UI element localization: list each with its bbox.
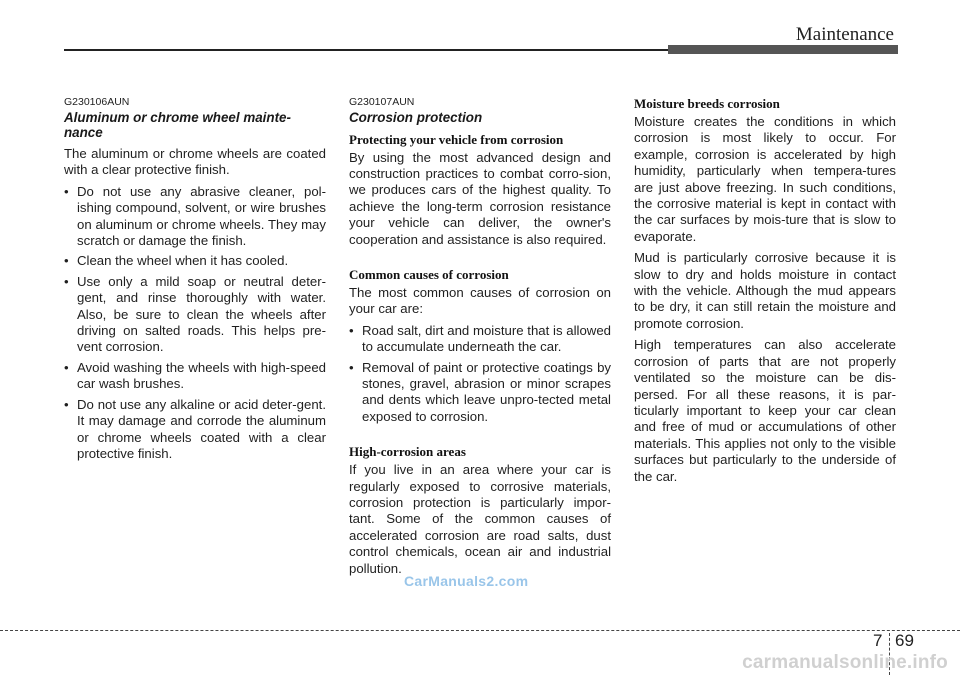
section-title: Corrosion protection <box>349 110 483 125</box>
subsection-title: Moisture breeds corrosion <box>634 96 780 111</box>
bullet-list <box>349 323 611 425</box>
footer-site-watermark: carmanualsonline.info <box>742 652 948 673</box>
subsection-title: High-corrosion areas <box>349 444 466 460</box>
section-code: G230106AUN <box>64 96 130 108</box>
bullet-item: • Use only a mild soap or neutral deter-gent, and rinse thoroughly with water. Also, be sure to clean the wheels after driving on salted roads. This helps pre-vent corrosion. <box>64 274 326 356</box>
paragraph: Moisture creates the conditions in which corrosion is most likely to occur. For example, corrosion is accelerated by high humidity, particularly when tempera-tures are just above freezing. In such conditions, the corrosive material is kept in contact with the car surfaces by mois-ture that is slow to evaporate. <box>634 114 896 244</box>
column-moisture-corrosion <box>634 96 896 490</box>
bullet-item: • Do not use any abrasive cleaner, pol-ishing compound, solvent, or wire brushes on aluminum or chrome wheels. They may scratch or damage the finish. <box>64 184 326 250</box>
bullet-item: • Clean the wheel when it has cooled. <box>64 253 326 269</box>
paragraph: High temperatures can also accelerate corrosion of parts that are not properly ventilated so the moisture can be dis-persed. For all these reasons, it is par-ticularly important to keep your car clean and free of mud or accumulations of other materials. This applies not only to the visible surfaces but particularly to the underside of the car. <box>634 337 896 484</box>
paragraph: Mud is particularly corrosive because it is slow to dry and holds moisture in contact with the vehicle. Although the mud appears to be dry, it can still retain the moisture and promote corrosion. <box>634 250 896 331</box>
bullet-list <box>64 184 326 463</box>
bullet-item: • Removal of paint or protective coatings by stones, gravel, abrasion or minor scrapes and dents which leave unpro-tected metal exposed to corrosion. <box>349 360 611 426</box>
subsection-title: Protecting your vehicle from corrosion <box>349 131 564 147</box>
column-corrosion-protection <box>349 96 611 582</box>
bullet-item: • Do not use any alkaline or acid deter-gent. It may damage and corrode the aluminum or chrome wheels coated with a clear protective finish. <box>64 397 326 463</box>
paragraph: The most common causes of corrosion on your car are: <box>349 284 611 317</box>
page-number: 69 <box>895 631 914 650</box>
bullet-item: • Avoid washing the wheels with high-speed car wash brushes. <box>64 360 326 393</box>
bullet-item: • Road salt, dirt and moisture that is allowed to accumulate underneath the car. <box>349 323 611 356</box>
subsection-title: Common causes of corrosion <box>349 266 509 282</box>
section-header-title: Maintenance <box>795 24 894 45</box>
section-title: Aluminum or chrome wheel mainte-nance <box>64 110 291 140</box>
paragraph: By using the most advanced design and construction practices to combat corro-sion, we produces cars of the highest quality. To achieve the long-term corrosion resistance your vehicle can deliver, the owner's cooperation and assistance is also required. <box>349 149 611 247</box>
section-code: G230107AUN <box>349 96 415 108</box>
paragraph: If you live in an area where your car is regularly exposed to corrosive materials, corrosion protection is particularly impor-tant. Some of the common causes of accelerated corrosion are road salts, dust control chemicals, ocean air and industrial pollution. <box>349 462 611 576</box>
header-rule-thin <box>64 49 674 51</box>
watermark-logo: CarManuals2.com <box>404 573 529 589</box>
header-rule-thick <box>668 45 898 54</box>
column-wheel-maintenance <box>64 96 326 467</box>
chapter-number: 7 <box>873 631 883 650</box>
footer-rule <box>0 630 960 631</box>
paragraph: The aluminum or chrome wheels are coated with a clear protective finish. <box>64 146 326 178</box>
